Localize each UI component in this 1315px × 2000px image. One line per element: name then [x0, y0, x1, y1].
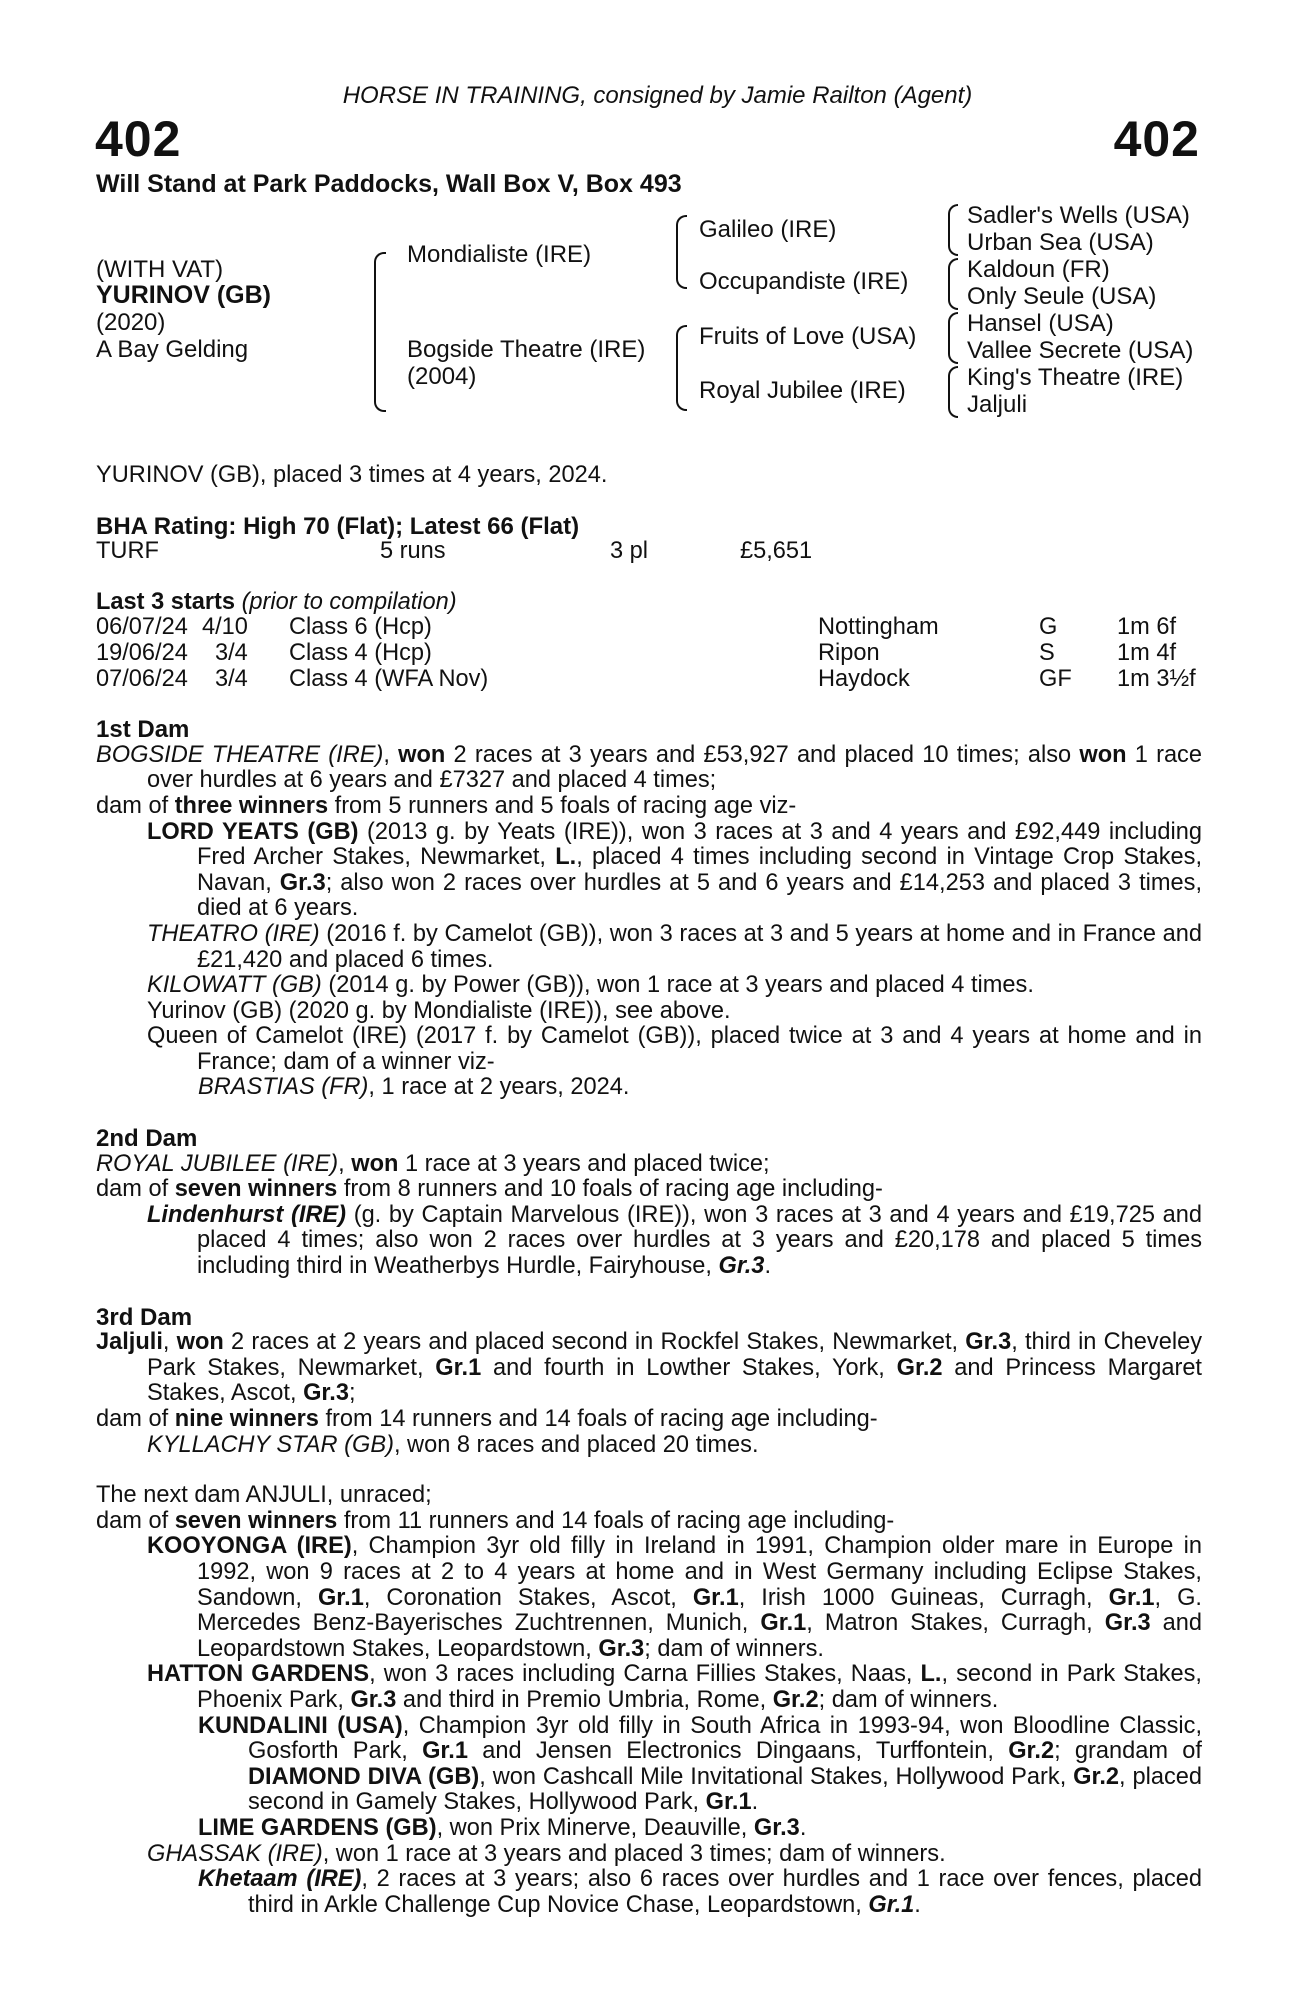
granddam-2: Only Seule (USA) — [967, 283, 1157, 310]
sire: Mondialiste (IRE) — [407, 241, 592, 268]
dam-dam: Royal Jubilee (IRE) — [699, 377, 906, 404]
start-row: 07/06/24 3/4 Class 4 (WFA Nov) Haydock GF 1m 3½f — [96, 665, 1196, 692]
start-row: 19/06/24 3/4 Class 4 (Hcp) Ripon S 1m 4f — [96, 639, 1177, 666]
dam: Bogside Theatre (IRE) — [407, 336, 646, 363]
produce-entry: KYLLACHY STAR (GB), won 8 races and placed 20 times. — [147, 1431, 759, 1458]
horse-name: YURINOV (GB) — [96, 281, 271, 309]
bha-rating: BHA Rating: High 70 (Flat); Latest 66 (Flat) — [96, 512, 580, 540]
start-row: 06/07/24 4/10 Class 6 (Hcp) Nottingham G 1m 6f — [96, 614, 1177, 641]
grandsire-2: Kaldoun (FR) — [967, 256, 1110, 283]
brace-dam — [676, 325, 687, 411]
granddam-1: Urban Sea (USA) — [967, 229, 1154, 256]
produce-entry: Khetaam (IRE), 2 races at 3 years; also 6 races over hurdles and 1 race over fences, placed third in Arkle Challenge Cup Novice Chase, Leopardstown, Gr.1. — [198, 1866, 1202, 1918]
brace-g3 — [948, 312, 958, 364]
produce-entry: Queen of Camelot (IRE) (2017 f. by Camelot (GB)), placed twice at 3 and 4 years at home and in France; dam of a winner viz- — [147, 1023, 1202, 1075]
produce-entry: KUNDALINI (USA), Champion 3yr old filly in South Africa in 1993-94, won Bloodline Classic, Gosforth Park, Gr.1 and Jensen Electronics Dingaans, Turffontein, Gr.2; grandam of DIAMOND DIVA (GB), won Cashcall Mile Invitational Stakes, Hollywood Park, Gr.2, placed second in Gamely Stakes, Hollywood Park, Gr.1. — [198, 1712, 1202, 1816]
vat-note: (WITH VAT) — [96, 256, 224, 283]
first-dam-record: BOGSIDE THEATRE (IRE), won 2 races at 3 years and £53,927 and placed 10 times; also won 1 race over hurdles at 6 years and £7327 and placed 4 times; — [96, 741, 1202, 794]
brace-parents — [374, 252, 386, 412]
produce-entry: Yurinov (GB) (2020 g. by Mondialiste (IRE)), see above. — [147, 997, 731, 1024]
produce-entry: KILOWATT (GB) (2014 g. by Power (GB)), won 1 race at 3 years and placed 4 times. — [147, 972, 1034, 999]
brace-g2 — [948, 258, 958, 310]
second-dam-heading: 2nd Dam — [96, 1125, 198, 1153]
grandsire-4: King's Theatre (IRE) — [967, 364, 1184, 391]
second-dam-produce-line: dam of seven winners from 8 runners and 10 foals of racing age including- — [96, 1176, 883, 1203]
brace-g1 — [948, 204, 958, 256]
third-dam-produce-line: dam of nine winners from 14 runners and 14 foals of racing age including- — [96, 1406, 878, 1432]
grandsire-1: Sadler's Wells (USA) — [967, 202, 1190, 229]
lot-number-left: 402 — [95, 111, 182, 167]
granddam-4: Jaljuli — [967, 391, 1028, 418]
produce-entry: HATTON GARDENS, won 3 races including Carna Fillies Stakes, Naas, L., second in Park Stakes, Phoenix Park, Gr.3 and third in Premio Umbria, Rome, Gr.2; dam of winners. — [147, 1661, 1202, 1713]
earnings: £5,651 — [740, 538, 813, 565]
produce-entry: Lindenhurst (IRE) (g. by Captain Marvelous (IRE)), won 3 races at 3 and 4 years and £19,725 and placed 4 times; also won 2 races over hurdles at 3 years and £20,178 and placed 5 times including third in Weatherbys Hurdle, Fairyhouse, Gr.3. — [147, 1201, 1202, 1280]
dam-year: (2004) — [407, 363, 477, 390]
next-dam-produce-line: dam of seven winners from 11 runners and 14 foals of racing age including- — [96, 1507, 895, 1534]
third-dam-record: Jaljuli, won 2 races at 2 years and placed second in Rockfel Stakes, Newmarket, Gr.3, third in Cheveley Park Stakes, Newmarket, Gr.1 and fourth in Lowther Stakes, York, Gr.2 and Princess Margaret Stakes, Ascot, Gr.3; — [96, 1329, 1202, 1407]
horse-year: (2020) — [96, 309, 166, 336]
produce-entry: THEATRO (IRE) (2016 f. by Camelot (GB)), won 3 races at 3 and 5 years at home and in France and £21,420 and placed 6 times. — [147, 920, 1202, 973]
produce-entry: KOOYONGA (IRE), Champion 3yr old filly in Ireland in 1991, Champion older mare in Europe in 1992, won 9 races at 2 to 4 years at home and in West Germany including Eclipse Stakes, Sandown, Gr.1, Coronation Stakes, Ascot, Gr.1, Irish 1000 Guineas, Curragh, Gr.1, G. Mercedes Benz-Bayerisches Zuchtrennen, Munich, Gr.1, Matron Stakes, Curragh, Gr.3 and Leopardstown Stakes, Leopardstown, Gr.3; dam of winners. — [147, 1533, 1202, 1662]
summary-line: YURINOV (GB), placed 3 times at 4 years, 2024. — [96, 462, 608, 488]
brace-g4 — [948, 366, 958, 418]
last-starts-heading: Last 3 starts (prior to compilation) — [96, 588, 457, 615]
runs: 5 runs — [380, 538, 446, 565]
next-dam-line: The next dam ANJULI, unraced; — [96, 1482, 432, 1509]
race-record — [96, 463, 1202, 1918]
brace-sire — [676, 215, 687, 289]
grandsire-3: Hansel (USA) — [967, 310, 1114, 337]
consignment-line: HORSE IN TRAINING, consigned by Jamie Railton (Agent) — [342, 82, 973, 109]
produce-entry: GHASSAK (IRE), won 1 race at 3 years and placed 3 times; dam of winners. — [147, 1840, 946, 1867]
lot-number-right: 402 — [1113, 111, 1200, 167]
sire-sire: Galileo (IRE) — [699, 216, 837, 243]
second-dam-record: ROYAL JUBILEE (IRE), won 1 race at 3 years and placed twice; — [96, 1150, 770, 1177]
turf-record — [96, 539, 1202, 565]
produce-entry: LORD YEATS (GB) (2013 g. by Yeats (IRE)), won 3 races at 3 and 4 years and £92,449 including Fred Archer Stakes, Newmarket, L., placed 4 times including second in Vintage Crop Stakes, Navan, Gr.3; also won 2 races over hurdles at 5 and 6 years and £14,253 and placed 3 times, died at 6 years. — [147, 818, 1203, 922]
first-dam-produce-line: dam of three winners from 5 runners and 5 foals of racing age viz- — [96, 792, 797, 819]
horse-description: A Bay Gelding — [96, 336, 249, 363]
stand-location: Will Stand at Park Paddocks, Wall Box V, Box 493 — [96, 170, 682, 198]
granddam-3: Vallee Secrete (USA) — [967, 337, 1194, 364]
placings: 3 pl — [610, 538, 649, 565]
surface: TURF — [96, 538, 159, 565]
produce-entry: BRASTIAS (FR), 1 race at 2 years, 2024. — [198, 1074, 630, 1101]
dam-sire: Fruits of Love (USA) — [699, 323, 917, 350]
produce-entry: LIME GARDENS (GB), won Prix Minerve, Deauville, Gr.3. — [198, 1814, 807, 1841]
sire-dam: Occupandiste (IRE) — [699, 268, 909, 295]
first-dam-heading: 1st Dam — [96, 716, 190, 744]
third-dam-heading: 3rd Dam — [96, 1303, 193, 1331]
